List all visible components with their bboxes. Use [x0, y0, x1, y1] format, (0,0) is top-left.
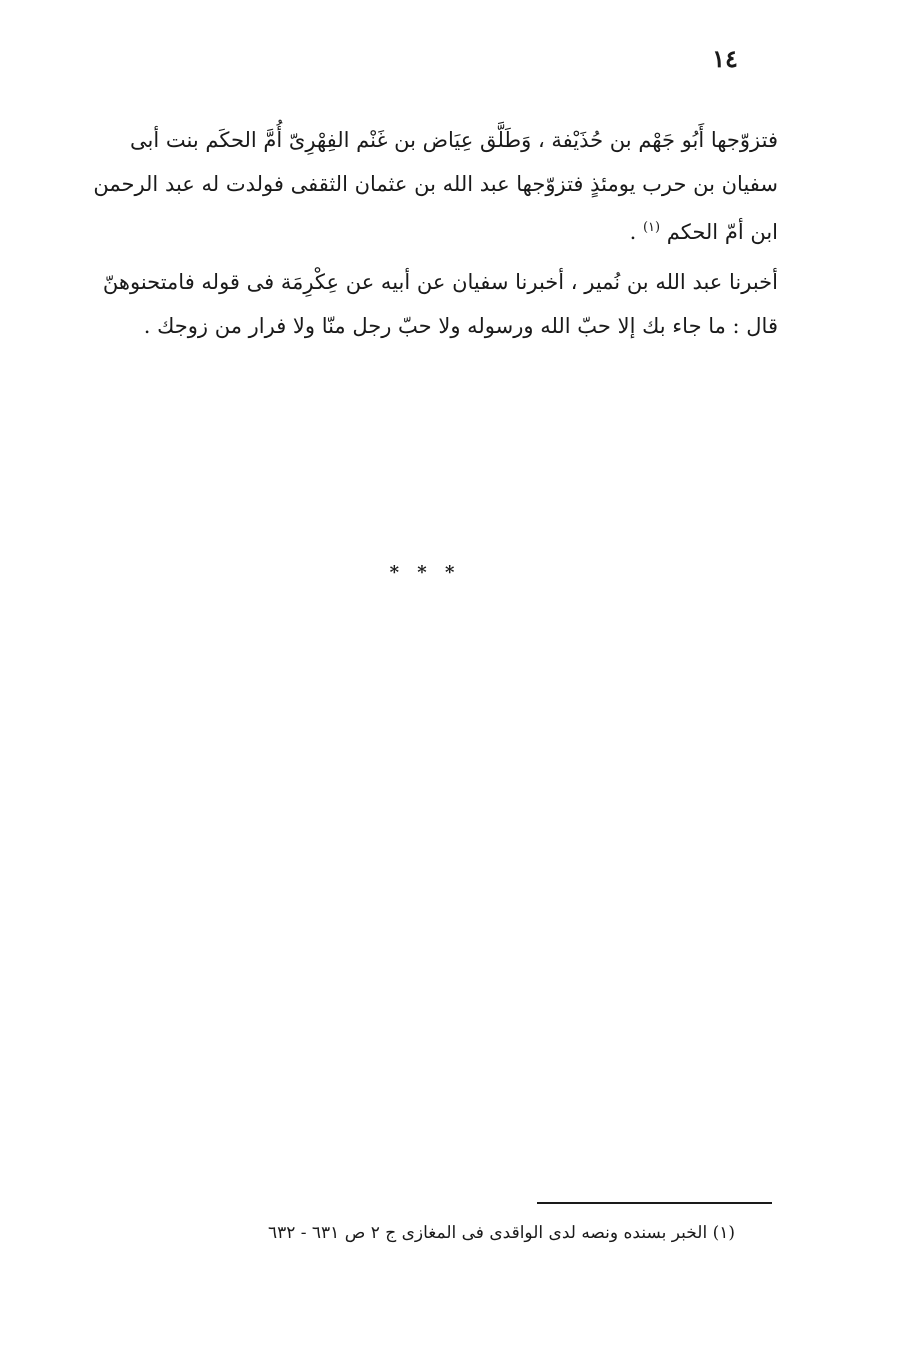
- text-line: قال : ما جاء بك إلا حبّ الله ورسوله ولا حبّ رجل منّا ولا فرار من زوجك .: [143, 314, 778, 338]
- footnote: (١) الخبر بسنده ونصه لدى الواقدى فى المغازى ج ٢ ص ٦٣١ - ٦٣٢: [267, 1223, 735, 1243]
- section-separator: * * *: [389, 562, 461, 583]
- main-text: [82, 118, 778, 348]
- text-line: [82, 206, 778, 254]
- paragraph-1: [82, 118, 778, 254]
- text-segment: .: [629, 220, 643, 244]
- paragraph-2: [82, 260, 778, 348]
- text-line: أخبرنا عبد الله بن نُمير ، أخبرنا سفيان عن أبيه عن عِكْرِمَة فى قوله فامتحنوهنّ: [102, 270, 778, 294]
- page-number: ١٤: [712, 44, 738, 73]
- text-line: سفيان بن حرب يومئذٍ فتزوّجها عبد الله بن عثمان الثقفى فولدت له عبد الرحمن: [93, 172, 778, 196]
- footnote-divider: [537, 1202, 772, 1204]
- text-segment: ابن أمّ الحكم: [666, 220, 778, 244]
- text-line: فتزوّجها أَبُو جَهْم بن حُذَيْفة ، وَطَلَّق عِيَاض بن غَنْم الفِهْرِىّ أُمَّ الحكَم بنت أبى: [130, 128, 778, 152]
- footnote-reference: (١): [642, 220, 661, 235]
